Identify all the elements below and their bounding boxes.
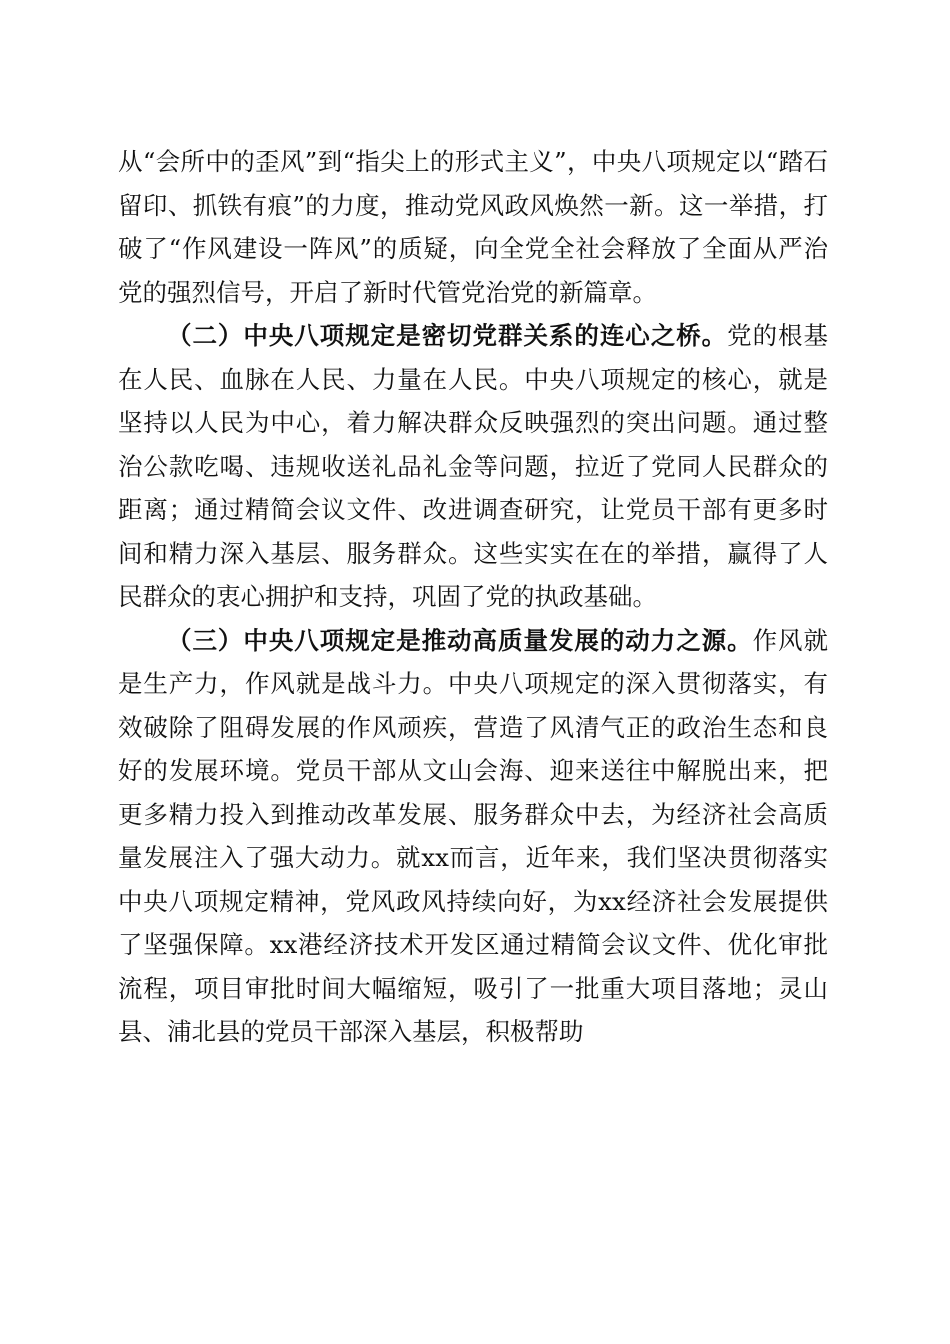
paragraph-1 [118, 140, 828, 314]
paragraph-1-text: 从“会所中的歪风”到“指尖上的形式主义”，中央八项规定以“踏石留印、抓铁有痕”的力度，推动党风政风焕然一新。这一举措，打破了“作风建设一阵风”的质疑，向全党全社会释放了全面从严治党的强烈信号，开启了新时代管党治党的新篇章。 [118, 147, 828, 307]
paragraph-3 [118, 619, 828, 1054]
paragraph-3-text: 作风就是生产力，作风就是战斗力。中央八项规定的深入贯彻落实，有效破除了阻碍发展的作风顽疾，营造了风清气正的政治生态和良好的发展环境。党员干部从文山会海、迎来送往中解脱出来，把更多精力投入到推动改革发展、服务群众中去，为经济社会高质量发展注入了强大动力。就xx而言，近年来，我们坚决贯彻落实中央八项规定精神，党风政风持续向好，为xx经济社会发展提供了坚强保障。xx港经济技术开发区通过精简会议文件、优化审批流程，项目审批时间大幅缩短，吸引了一批重大项目落地；灵山县、浦北县的党员干部深入基层，积极帮助 [118, 625, 828, 1046]
document-body [118, 140, 828, 1054]
paragraph-2 [118, 314, 828, 619]
paragraph-2-text: 党的根基在人民、血脉在人民、力量在人民。中央八项规定的核心，就是坚持以人民为中心，着力解决群众反映强烈的突出问题。通过整治公款吃喝、违规收送礼品礼金等问题，拉近了党同人民群众的距离；通过精简会议文件、改进调查研究，让党员干部有更多时间和精力深入基层、服务群众。这些实实在在的举措，赢得了人民群众的衷心拥护和支持，巩固了党的执政基础。 [118, 321, 829, 611]
paragraph-2-heading: （二）中央八项规定是密切党群关系的连心之桥。 [167, 321, 728, 350]
paragraph-3-heading: （三）中央八项规定是推动高质量发展的动力之源。 [167, 625, 753, 655]
